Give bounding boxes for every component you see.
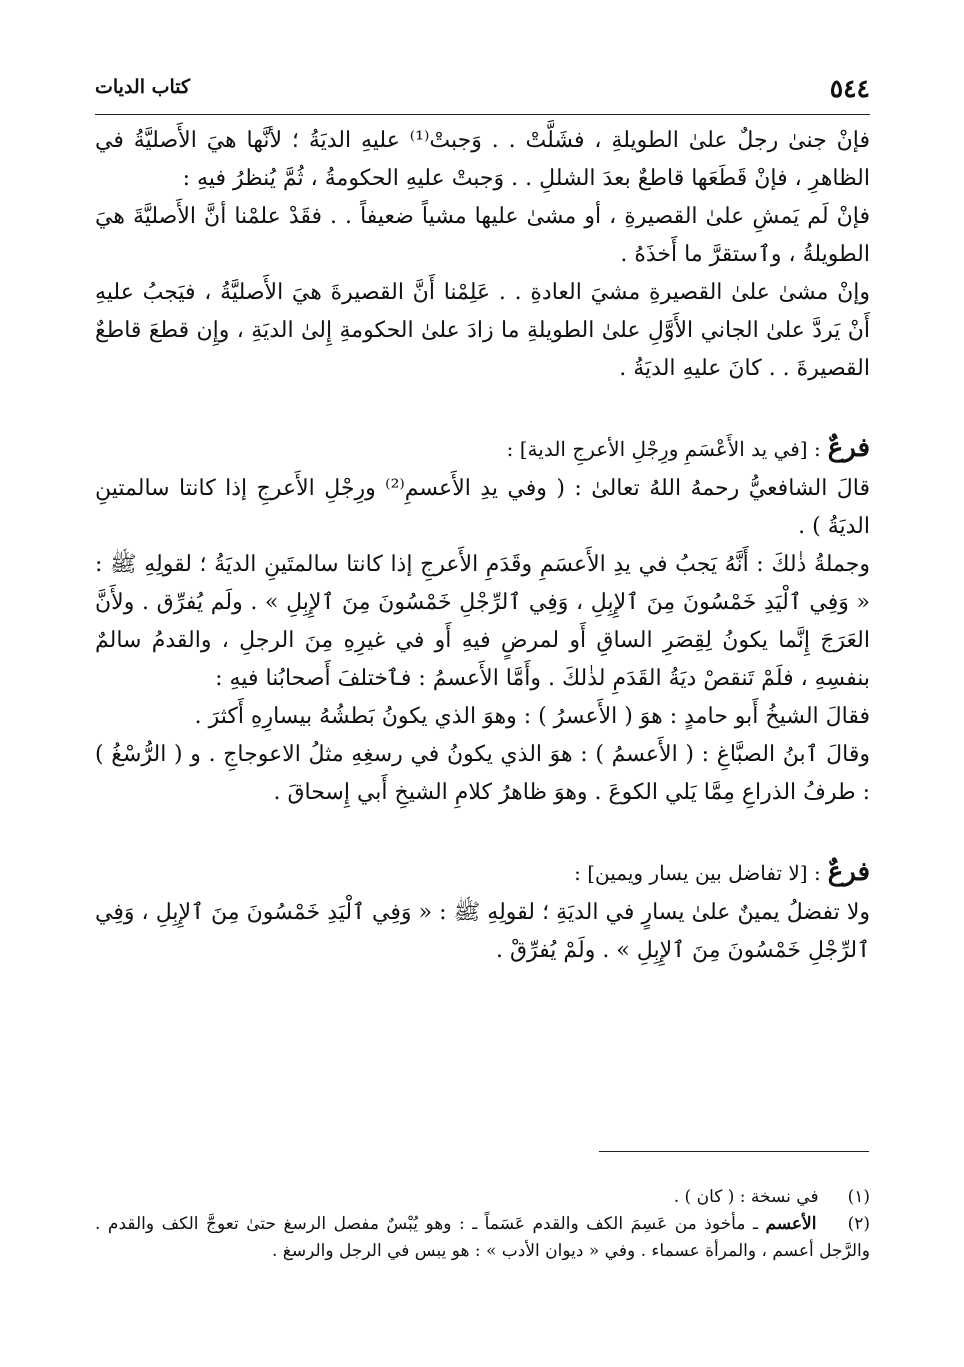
footnote-term: الأعسم bbox=[765, 1214, 817, 1234]
running-title: كتاب الديات bbox=[95, 76, 191, 98]
footnote-number: (٢) bbox=[847, 1214, 870, 1234]
paragraph: قالَ الشافعيُّ رحمهُ اللهُ تعالىٰ : ( وفي يدِ الأَعسمِ⁽²⁾ ورِجْلِ الأَعرجِ إذا كانتا سالمتينِ الديَةُ ) . bbox=[95, 476, 871, 539]
paragraph: وإنْ مشىٰ علىٰ القصيرةِ مشيَ العادةِ . . عَلِمْنا أَنَّ القصيرةَ هيَ الأَصليَّةُ ، فيَجبُ عليهِ أَنْ يَردَّ علىٰ الجاني الأَوَّلِ علىٰ الطويلةِ ما زادَ علىٰ الحكومةِ إِلىٰ الديَةِ ، وإِن قطعَ قاطعٌ القصيرةَ . . كانَ عليهِ الديَةُ . bbox=[95, 280, 870, 381]
header-rule bbox=[95, 114, 870, 115]
paragraph: وقالَ ٱبنُ الصبَّاغِ : ( الأَعسمُ ) : هوَ الذي يكونُ في رسغِهِ مثلُ الاعوجاجِ . و ( الرُّسْغُ ) : طرفُ الذراعِ مِمَّا يَلي الكوعَ . وهوَ ظاهرُ كلامِ الشيخِ أَبي إِسحاقَ . bbox=[95, 742, 870, 805]
paragraph: فقالَ الشيخُ أَبو حامدٍ : هوَ ( الأَعسرُ ) : وهوَ الذي يكونُ بَطشُهُ بيسارِهِ أَكثرَ . bbox=[194, 704, 870, 729]
page-number: ٥٤٤ bbox=[829, 74, 870, 103]
footnote bbox=[95, 1184, 870, 1211]
footnote-rule bbox=[599, 1151, 869, 1152]
paragraph: فإنْ جنىٰ رجلٌ علىٰ الطويلةِ ، فشَلَّتْ . . وَجبتْ⁽¹⁾ عليهِ الديَةُ ؛ لأنَّها هيَ الأَصليَّةُ في الظاهرِ ، فإنْ قَطَعَها قاطعٌ بعدَ الشللِ . . وَجبتْ عليهِ الحكومةُ ، ثُمَّ يُنظرُ فيهِ : bbox=[95, 128, 870, 191]
footnote bbox=[95, 1211, 870, 1265]
footnotes bbox=[95, 1184, 870, 1265]
section-heading-blind-hand bbox=[95, 428, 870, 470]
paragraph: فإنْ لَم يَمشِ علىٰ القصيرةِ ، أو مشىٰ عليها مشياً ضعيفاً . . فقَدْ علمْنا أنَّ الأَصليَّةَ هيَ الطويلةُ ، وٱستقرَّ ما أَخذَهُ . bbox=[95, 204, 870, 267]
page-header bbox=[95, 72, 870, 108]
footnote-number: (١) bbox=[847, 1187, 870, 1207]
section-title: : [لا تفاضل بين يسار ويمين] : bbox=[574, 861, 821, 885]
footnote-text: ـ مأخوذ من عَسِمَ الكف والقدم عَسَماً ـ : وهو يُبْسٌ مفصل الرسغ حتىٰ تعوجَّ الكف والقدم . والرَّجل أعسم ، والمرأة عسماء . وفي « ديوان الأدب » : هو يبس في الرجل والرسغ . bbox=[95, 1214, 870, 1261]
section-label: فرعٌ bbox=[827, 433, 870, 463]
section-title: : [في يد الأَعْسَمِ ورِجْلِ الأعرجِ الدية] : bbox=[506, 437, 821, 461]
paragraph: ولا تفضلُ يمينٌ علىٰ يسارٍ في الديَةِ ؛ لقولِهِ ﷺ : « وَفِي ٱلْيَدِ خَمْسُونَ مِنَ ٱلإِبِلِ ، وَفِي ٱلرِّجْلِ خَمْسُونَ مِنَ ٱلإِبِلِ » . ولَمْ يُفرِّقْ . bbox=[95, 900, 870, 963]
paragraph: وجملةُ ذٰلكَ : أَنَّهُ يَجبُ في يدِ الأَعسَمِ وقَدَمِ الأَعرجِ إذا كانتا سالمتَينِ الديَةُ ؛ لقولِهِ ﷺ : « وَفِي ٱلْيَدِ خَمْسُونَ مِنَ ٱلإِبِلِ ، وَفِي ٱلرِّجْلِ خَمْسُونَ مِنَ ٱلإِبِلِ » . ولَم يُفرِّق . ولأَنَّ العَرَجَ إِنَّما يكونُ لِقِصَرِ الساقِ أَو لمرضٍ فيهِ أَو في غيرِهِ مِنَ الرجلِ ، والقدمُ سالمٌ بنفسِهِ ، فلَمْ تَنقصْ ديَةُ القَدَمِ لذٰلكَ . وأَمَّا الأَعسمُ : فٱختلفَ أَصحابُنا فيهِ : bbox=[95, 552, 870, 691]
section-label: فرعٌ bbox=[827, 857, 870, 887]
footnote-text: في نسخة : ( كان ) . bbox=[673, 1187, 819, 1207]
main-text bbox=[95, 122, 870, 970]
section-heading-no-preference bbox=[95, 852, 870, 894]
